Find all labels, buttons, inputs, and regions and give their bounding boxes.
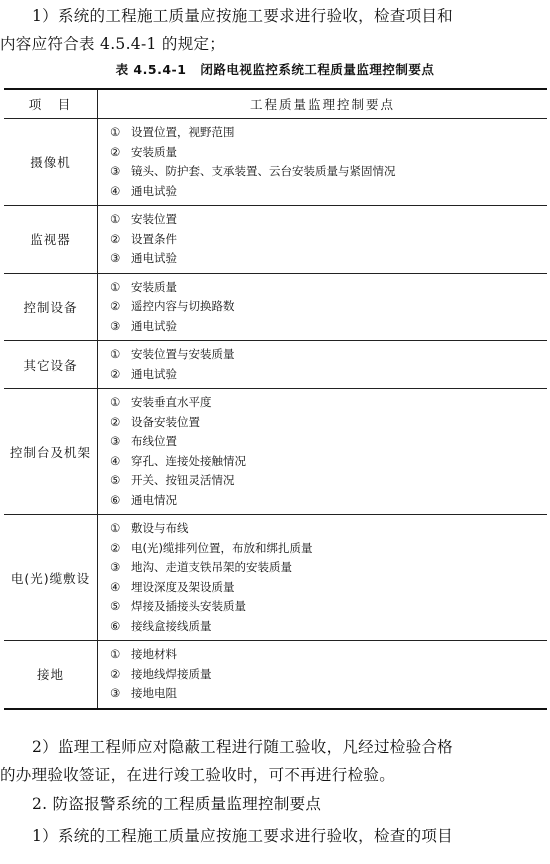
control-point-number: ④ (110, 453, 121, 468)
control-point-number: ③ (110, 686, 121, 700)
control-point-text: 安装质量 (131, 279, 177, 294)
control-point-number: ⑤ (110, 599, 121, 613)
table-body (4, 119, 547, 709)
table-row (4, 206, 547, 274)
control-point-number: ① (110, 347, 121, 361)
row-item-name: 电(光)缆敷设 (4, 515, 98, 641)
table-row (4, 273, 547, 341)
intro-line-2: 内容应符合表 4.5.4-1 的规定； (0, 35, 226, 53)
control-point (110, 143, 547, 163)
control-point-number: ③ (110, 251, 121, 265)
control-point-number: ② (110, 540, 121, 555)
control-point (110, 558, 547, 578)
control-point-number: ③ (110, 434, 121, 448)
control-point-text: 设置条件 (131, 231, 177, 246)
control-point-text: 安装垂直水平度 (131, 395, 212, 409)
table-row (4, 119, 547, 206)
control-point-text: 地沟、走道支铁吊架的安装质量 (131, 560, 292, 574)
header-points: 工程质量监理控制要点 (98, 89, 548, 119)
control-point-number: ② (110, 666, 121, 681)
control-point (110, 645, 547, 665)
control-point-number: ④ (110, 579, 121, 594)
control-point-text: 通电试验 (131, 318, 177, 333)
header-item: 项 目 (4, 89, 98, 119)
control-point-number: ⑥ (110, 618, 121, 633)
row-item-name: 监视器 (4, 206, 98, 274)
control-point-number: ④ (110, 183, 121, 198)
paragraph-2 (0, 733, 550, 789)
control-point-number: ② (110, 144, 121, 159)
control-point (110, 491, 547, 511)
control-point-text: 接线盒接线质量 (131, 618, 212, 633)
control-point-text: 接地材料 (131, 647, 177, 661)
table-caption-number: 表 4.5.4-1 (115, 62, 187, 77)
control-point-number: ① (110, 279, 121, 294)
control-point-text: 通电试验 (131, 366, 177, 381)
table-row (4, 389, 547, 515)
control-point-number: ② (110, 231, 121, 246)
control-point (110, 317, 547, 337)
control-point-number: ③ (110, 318, 121, 333)
control-point (110, 432, 547, 452)
row-item-name: 其它设备 (4, 341, 98, 389)
intro-paragraph (0, 2, 550, 58)
row-control-points (98, 515, 548, 641)
control-point (110, 539, 547, 559)
control-point-number: ③ (110, 560, 121, 574)
control-point (110, 345, 547, 365)
control-point-number: ⑤ (110, 473, 121, 487)
control-point-text: 镜头、防护套、支承装置、云台安装质量与紧固情况 (131, 164, 396, 178)
control-point (110, 413, 547, 433)
table-row (4, 641, 547, 709)
control-point-text: 设置位置，视野范围 (131, 125, 235, 139)
control-point (110, 393, 547, 413)
control-point (110, 230, 547, 250)
table-row (4, 515, 547, 641)
paragraph-4: 1）系统的工程施工质量应按施工要求进行验收，检查的项目 (32, 827, 453, 845)
table-header-row (4, 89, 547, 119)
section-heading: 2. 防盗报警系统的工程质量监理控制要点 (32, 795, 322, 813)
control-point-text: 安装位置与安装质量 (131, 347, 235, 361)
control-point (110, 210, 547, 230)
control-point-text: 敷设与布线 (131, 521, 189, 535)
control-point (110, 297, 547, 317)
control-point-text: 通电情况 (131, 492, 177, 507)
control-point (110, 471, 547, 491)
control-point-text: 通电试验 (131, 251, 177, 265)
row-item-name: 摄像机 (4, 119, 98, 206)
control-point-number: ① (110, 125, 121, 139)
control-point (110, 617, 547, 637)
control-point-text: 电(光)缆排列位置，布放和绑扎质量 (131, 540, 313, 555)
control-point-text: 接地线焊接质量 (131, 666, 212, 681)
control-point (110, 162, 547, 182)
row-control-points (98, 341, 548, 389)
control-point (110, 452, 547, 472)
paragraph-2-line-2: 的办理验收签证，在进行竣工验收时，可不再进行检验。 (0, 766, 396, 784)
control-point (110, 578, 547, 598)
paragraph-2-line-1: 2）监理工程师应对隐蔽工程进行随工验收，凡经过检验合格 (32, 738, 453, 756)
control-point (110, 249, 547, 269)
control-point-text: 安装质量 (131, 144, 177, 159)
control-point (110, 182, 547, 202)
control-point-number: ② (110, 366, 121, 381)
control-point (110, 365, 547, 385)
control-point-number: ① (110, 395, 121, 409)
control-point (110, 597, 547, 617)
control-point (110, 278, 547, 298)
control-point-text: 安装位置 (131, 212, 177, 226)
control-point-text: 接地电阻 (131, 686, 177, 700)
quality-control-table (4, 88, 547, 710)
control-point-number: ② (110, 299, 121, 313)
control-point-text: 设备安装位置 (131, 414, 200, 429)
control-point-text: 布线位置 (131, 434, 177, 448)
row-item-name: 控制设备 (4, 273, 98, 341)
control-point-text: 遥控内容与切换路数 (131, 299, 235, 313)
row-item-name: 接地 (4, 641, 98, 709)
intro-line-1: 1）系统的工程施工质量应按施工要求进行验收，检查项目和 (32, 7, 453, 25)
control-point-text: 埋设深度及架设质量 (131, 579, 235, 594)
control-point-text: 开关、按钮灵活情况 (131, 473, 235, 487)
row-control-points (98, 273, 548, 341)
row-item-name: 控制台及机架 (4, 389, 98, 515)
control-point-number: ① (110, 647, 121, 661)
control-point (110, 684, 547, 704)
control-point-number: ② (110, 414, 121, 429)
control-point-text: 穿孔、连接处接触情况 (131, 453, 246, 468)
table-caption-title: 闭路电视监控系统工程质量监理控制要点 (200, 62, 435, 77)
table-caption (0, 60, 550, 78)
row-control-points (98, 641, 548, 709)
control-point (110, 123, 547, 143)
table-row (4, 341, 547, 389)
control-point-number: ① (110, 212, 121, 226)
row-control-points (98, 389, 548, 515)
control-point-number: ① (110, 521, 121, 535)
control-point (110, 519, 547, 539)
control-point-number: ⑥ (110, 492, 121, 507)
row-control-points (98, 119, 548, 206)
control-point (110, 665, 547, 685)
control-point-text: 焊接及插接头安装质量 (131, 599, 246, 613)
control-point-number: ③ (110, 164, 121, 178)
row-control-points (98, 206, 548, 274)
control-point-text: 通电试验 (131, 183, 177, 198)
